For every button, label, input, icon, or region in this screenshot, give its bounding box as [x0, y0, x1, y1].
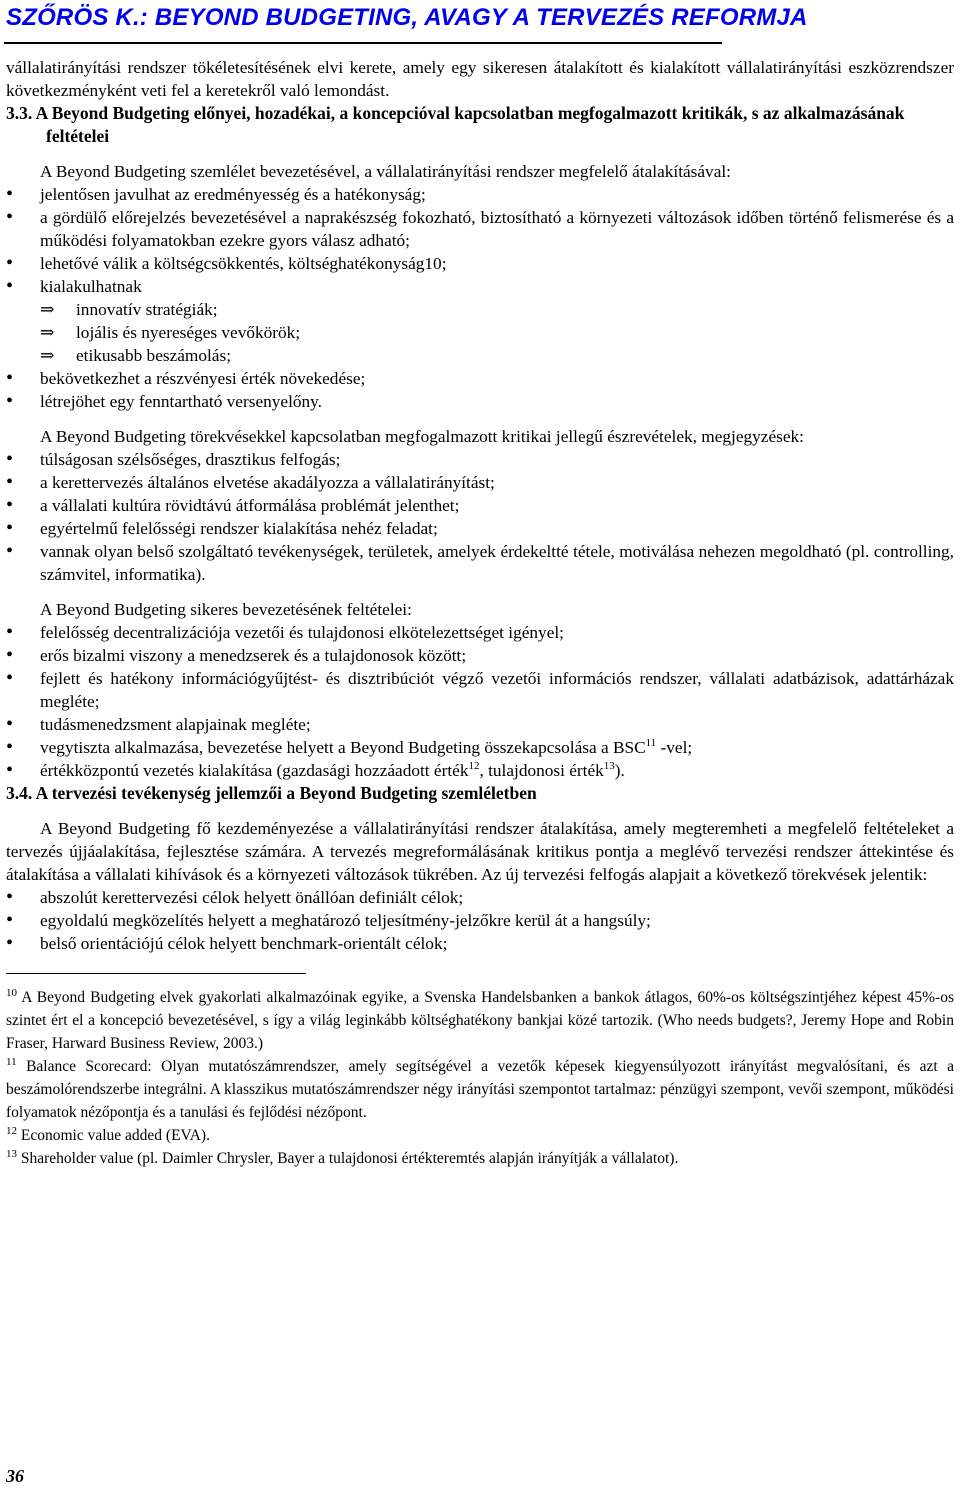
list-item: • a vállalati kultúra rövidtávú átformálása problémát jelenthet;	[6, 494, 954, 517]
condition-text: vegytiszta alkalmazása, bevezetése helyett a Beyond Budgeting összekapcsolása a BSC	[40, 738, 646, 757]
conditions-list	[6, 621, 954, 782]
list-item: • jelentősen javulhat az eredményesség és a hatékonyság;	[6, 183, 954, 206]
condition-tail: -vel;	[660, 738, 693, 757]
critique-list	[6, 448, 954, 586]
list-item: • vannak olyan belső szolgáltató tevékenységek, területek, amelyek érdekeltté tétele, motiválása nehezen megoldható (pl. controlling, számvitel, informatika).	[6, 540, 954, 586]
footnote-ref[interactable]: 13	[603, 760, 615, 773]
conditions-lead: A Beyond Budgeting sikeres bevezetésének feltételei:	[40, 600, 412, 619]
list-item: • kialakulhatnak	[6, 275, 954, 298]
benefits-list	[6, 183, 954, 298]
benefits-list-continued	[6, 367, 954, 413]
outcomes-arrow-list	[6, 298, 954, 367]
condition-tail: ).	[614, 761, 625, 780]
list-item: • abszolút kerettervezési célok helyett önállóan definiált célok;	[6, 886, 954, 909]
list-item: • egyoldalú megközelítés helyett a meghatározó teljesítmény-jelzőkre kerül át a hangsúly;	[6, 909, 954, 932]
list-item: • fejlett és hatékony információgyűjtést- és disztribúciót végző vezetői információs rendszer, vállalati adatbázisok, adattárházak megléte;	[6, 667, 954, 713]
running-header: SZŐRÖS K.: BEYOND BUDGETING, AVAGY A TERVEZÉS REFORMJA	[6, 4, 808, 31]
footnote-number: 12	[6, 1124, 17, 1137]
list-item	[6, 759, 954, 782]
arrow-item-text: innovatív stratégiák;	[76, 300, 218, 319]
list-item	[6, 736, 954, 759]
list-item	[6, 298, 954, 321]
footnote-text: Economic value added (EVA).	[20, 1127, 210, 1144]
section-3-3-lead: A Beyond Budgeting szemlélet bevezetésével, a vállalatirányítási rendszer megfelelő átalakításával:	[40, 162, 731, 181]
list-item: • erős bizalmi viszony a menedzserek és a tulajdonosok között;	[6, 644, 954, 667]
list-item: • egyértelmű felelősségi rendszer kialakítása nehéz feladat;	[6, 517, 954, 540]
footnote-number: 13	[6, 1147, 17, 1160]
list-item: • létrejöhet egy fenntartható versenyelőny.	[6, 390, 954, 413]
list-item: • lehetővé válik a költségcsökkentés, költséghatékonyság10;	[6, 252, 954, 275]
footnote	[6, 1055, 954, 1124]
footnote-ref[interactable]: 12	[468, 760, 480, 773]
critique-lead: A Beyond Budgeting törekvésekkel kapcsolatban megfogalmazott kritikai jellegű észrevételek, megjegyzések:	[40, 427, 804, 446]
footnote-text: Shareholder value (pl. Daimler Chrysler, Bayer a tulajdonosi értékteremtés alapján irányítják a vállalatot).	[20, 1150, 679, 1167]
arrow-icon: ⇒	[40, 346, 55, 365]
footnote	[6, 1147, 954, 1170]
section-3-4-paragraph: A Beyond Budgeting fő kezdeményezése a vállalatirányítási rendszer átalakítása, amely megteremheti a megfelelő feltételeket a tervezés újjáalakítása, fejlesztése számára. A tervezés megreformálásának kritikus pontja a meglévő tervezési rendszer áttekintése és átalakítása a vállalati kihívások és a környezeti változások tükrében. Az új tervezési felfogás alapjait a következő törekvések jelentik:	[6, 819, 954, 884]
header-rule	[4, 42, 722, 44]
arrow-item-text: lojális és nyereséges vevőkörök;	[76, 323, 301, 342]
footnote-ref[interactable]: 11	[645, 737, 657, 750]
footnote	[6, 986, 954, 1055]
list-item	[6, 321, 954, 344]
arrow-icon: ⇒	[40, 323, 55, 342]
footnote	[6, 1124, 954, 1147]
page-number: 36	[6, 1466, 24, 1486]
planning-list	[6, 886, 954, 955]
list-item	[6, 344, 954, 367]
list-item: • a gördülő előrejelzés bevezetésével a naprakészség fokozható, biztosítható a környezeti változások időben történő felismerése és a működési folyamatokban ezekre gyors válasz adható;	[6, 206, 954, 252]
condition-mid: , tulajdonosi érték	[479, 761, 604, 780]
footnote-number: 10	[6, 986, 17, 999]
footnote-text: Balance Scorecard: Olyan mutatószámrendszer, amely segítségével a vezetők képesek kiegyensúlyozott irányítást megvalósítani, és azt a beszámolórendszerbe integrálni. A klasszikus mutatószámrendszer négy irányítási szempontot tartalmaz: pénzügyi szempont, vevői szempont, működési folyamatok nézőpontja és a tanulási és fejlődési nézőpont.	[6, 1058, 955, 1121]
list-item: • belső orientációjú célok helyett benchmark-orientált célok;	[6, 932, 954, 955]
list-item: • a kerettervezés általános elvetése akadályozza a vállalatirányítást;	[6, 471, 954, 494]
list-item: • bekövetkezhet a részvényesi érték növekedése;	[6, 367, 954, 390]
page-body	[6, 56, 954, 1170]
section-3-4-heading: 3.4. A tervezési tevékenység jellemzői a Beyond Budgeting szemléletben	[6, 783, 537, 803]
footnote-text: A Beyond Budgeting elvek gyakorlati alkalmazóinak egyike, a Svenska Handelsbanken a bankok átlagos, 60%-os költségszintjéhez képest 45%-os szintet ért el a koncepció bevezetésével, s így a világ leginkább költséghatékony bankjai közé tartozik. (Who needs budgets?, Jeremy Hope and Robin Fraser, Harward Business Review, 2003.)	[6, 989, 954, 1052]
footnotes	[6, 986, 954, 1170]
list-item: • túlságosan szélsőséges, drasztikus felfogás;	[6, 448, 954, 471]
list-item: • tudásmenedzsment alapjainak megléte;	[6, 713, 954, 736]
arrow-icon: ⇒	[40, 300, 55, 319]
list-item: • felelősség decentralizációja vezetői és tulajdonosi elkötelezettséget igényel;	[6, 621, 954, 644]
footnote-rule	[6, 973, 306, 974]
condition-text: értékközpontú vezetés kialakítása (gazdasági hozzáadott érték	[40, 761, 469, 780]
section-3-3-heading: 3.3. A Beyond Budgeting előnyei, hozadékai, a koncepcióval kapcsolatban megfogalmazott kritikák, s az alkalmazásának feltételei	[6, 103, 905, 146]
arrow-item-text: etikusabb beszámolás;	[76, 346, 232, 365]
intro-paragraph: vállalatirányítási rendszer tökéletesítésének elvi kerete, amely egy sikeresen átalakított és kialakított vállalatirányítási eszközrendszer következményként veti fel a keretekről való lemondást.	[6, 58, 954, 100]
footnote-number: 11	[6, 1055, 17, 1068]
